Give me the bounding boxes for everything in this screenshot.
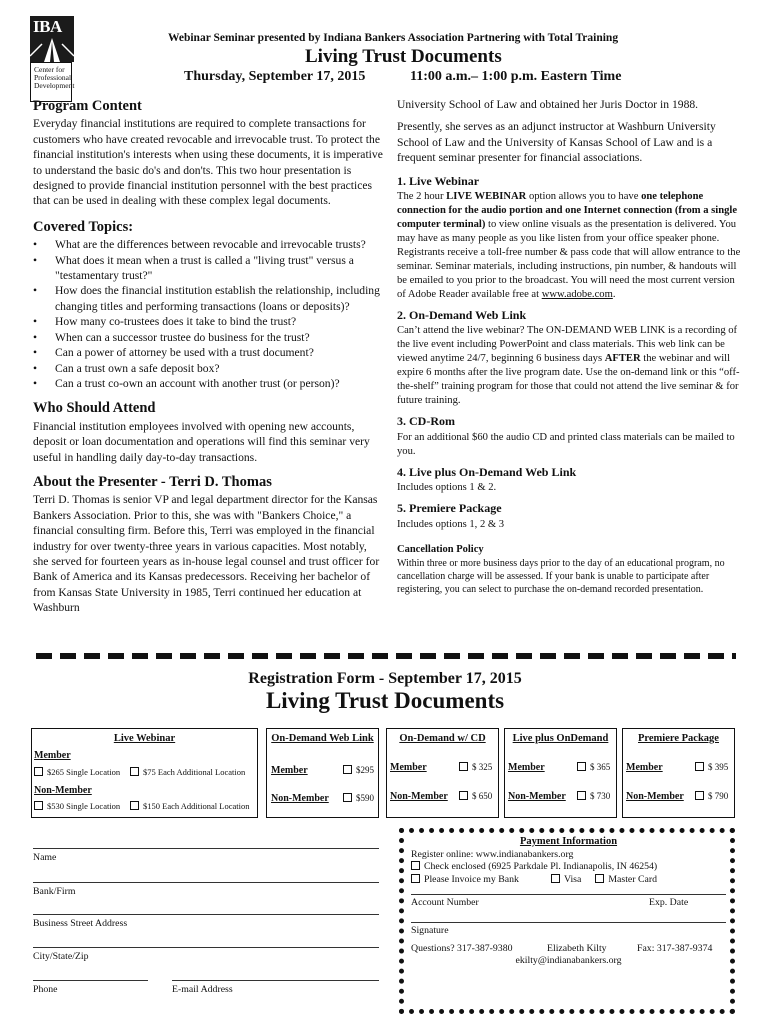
city-field[interactable]: City/State/Zip — [33, 947, 379, 962]
checkbox[interactable] — [411, 874, 420, 883]
register-online: Register online: www.indianabankers.org — [411, 848, 574, 860]
checkbox[interactable] — [577, 791, 586, 800]
option-2-body: Can’t attend the live webinar? The ON-DEMAND WEB LINK is a recording of the live event including PowerPoint and class materials. This web link can be viewed anytime 24/7, beginning 6 business days AFTER the webinar and will expire 6 months after the live program date. Use the on-demand link or this “off-the-shelf” training program for those that could not attend the live seminar & for future training. — [397, 325, 740, 407]
checkbox[interactable] — [695, 762, 704, 771]
checkbox[interactable] — [551, 874, 560, 883]
presenter-body: Terri D. Thomas is senior VP and legal department director for the Kansas Bankers Association. Prior to this, she was with "Bankers Choice," a financial consulting firm. Before this, Terri was employed in the financial industry for over twenty-three years in various capacities. Most notably, she served for fourteen years as in-house legal counsel and trust officer for Bank of America and its Kansas predecessors. Receiving her bachelor of from Kansas State University in 1985, Terri continued her education at Washburn — [33, 493, 380, 615]
checkbox[interactable] — [34, 801, 43, 810]
option-4-body: Includes options 1 & 2. — [397, 482, 497, 494]
registration-subtitle: Living Trust Documents — [265, 688, 505, 713]
nonmember-label: Non-Member — [271, 793, 329, 804]
list-item: • Can a trust own a safe deposit box? — [33, 361, 385, 376]
live-nonmember-single-option[interactable]: $530 Single Location — [34, 801, 120, 811]
event-date: Thursday, September 17, 2015 — [184, 69, 366, 84]
checkbox[interactable] — [343, 765, 352, 774]
logo-text: IBA — [33, 17, 62, 36]
member-label: Member — [626, 762, 663, 773]
price-option[interactable]: $ 790 — [695, 791, 728, 801]
phone-field[interactable]: Phone — [33, 980, 148, 995]
option-5-heading: 5. Premiere Package — [397, 501, 502, 516]
list-item: • How many co-trustees does it take to bind the trust? — [33, 314, 385, 329]
price-option[interactable]: $295 — [343, 765, 374, 775]
package-heading: On-Demand w/ CD — [399, 733, 486, 744]
list-item: • How does the financial institution establish the relationship, including changing titles and performing transactions (loans or deposits)? — [33, 283, 385, 314]
checkbox[interactable] — [34, 767, 43, 776]
list-item: • When can a successor trustee do business for the trust? — [33, 330, 385, 345]
option-4-heading: 4. Live plus On-Demand Web Link — [397, 464, 577, 479]
list-item: • Can a power of attorney be used with a trust document? — [33, 345, 385, 360]
nonmember-label: Non-Member — [508, 791, 566, 802]
questions-phone: Questions? 317-387-9380 — [411, 943, 513, 954]
cut-line-divider — [36, 653, 736, 659]
iba-logo — [30, 16, 74, 106]
adobe-link[interactable]: www.adobe.com — [541, 289, 613, 301]
price-option[interactable]: $ 325 — [459, 762, 492, 772]
checkbox[interactable] — [577, 762, 586, 771]
list-item: • What are the differences between revocable and irrevocable trusts? — [33, 237, 385, 252]
invoice-option[interactable]: Please Invoice my Bank Visa Master Card — [411, 874, 726, 887]
option-1-body: The 2 hour LIVE WEBINAR option allows you to have one telephone connection for the audio portion and one Internet connection (from a single computer terminal) to view online visuals as the presentation is delivered. You may have as many people as you like listen from your office speaker phone. Registrants receive a toll-free number & pass code that will allow entrance to the seminar. Seminar materials, including instructions, pin number, & handouts will be emailed to you prior to the broadcast. You will need the most current version of Adobe Reader available free at www.adobe.com. — [397, 191, 741, 301]
account-field[interactable]: Account Number Exp. Date — [411, 894, 726, 910]
checkbox[interactable] — [130, 767, 139, 776]
who-body: Financial institution employees involved with opening new accounts, deposit or loan documentation and operations will find this seminar very useful in handling daily day-to-day transactions. — [33, 419, 370, 464]
checkbox[interactable] — [695, 791, 704, 800]
who-heading: Who Should Attend — [33, 400, 156, 417]
option-3-heading: 3. CD-Rom — [397, 414, 455, 429]
name-field[interactable]: Name — [33, 848, 379, 863]
registration-title: Registration Form - September 17, 2015 — [248, 670, 522, 687]
package-heading: On-Demand Web Link — [271, 733, 374, 744]
payment-info — [411, 836, 726, 968]
member-label: Member — [390, 762, 427, 773]
checkbox[interactable] — [459, 762, 468, 771]
bank-field[interactable]: Bank/Firm — [33, 882, 379, 897]
option-1-heading: 1. Live Webinar — [397, 173, 480, 188]
price-option[interactable]: $ 365 — [577, 762, 610, 772]
member-label: Member — [34, 750, 71, 761]
signature-field[interactable]: Signature — [411, 922, 726, 938]
nonmember-label: Non-Member — [390, 791, 448, 802]
program-body: Everyday financial institutions are required to complete transactions for customers who have created revocable and irrevocable trust. To protect the financial institution's interests when using these documents, it is imperative to understand the basic do's and don'ts. This two hour presentation is designed to provide financial institution personnel with the best practices that can be used in dealing with these complex legal documents. — [33, 117, 383, 208]
logo-subtitle: Center for Professional Development — [30, 62, 72, 102]
price-option[interactable]: $ 730 — [577, 791, 610, 801]
checkbox[interactable] — [130, 801, 139, 810]
list-item: • Can a trust co-own an account with another trust (or person)? — [33, 376, 385, 391]
header-tagline: Webinar Seminar presented by Indiana Bankers Association Partnering with Total Training — [168, 32, 619, 44]
checkbox[interactable] — [595, 874, 604, 883]
checkbox[interactable] — [459, 791, 468, 800]
right-column — [397, 97, 742, 596]
live-member-single-option[interactable]: $265 Single Location — [34, 767, 120, 777]
exp-date-label: Exp. Date — [649, 897, 689, 908]
event-time: 11:00 a.m.– 1:00 p.m. Eastern Time — [410, 69, 622, 84]
price-option[interactable]: $ 395 — [695, 762, 728, 772]
covered-heading: Covered Topics: — [33, 218, 134, 235]
price-option[interactable]: $590 — [343, 793, 374, 803]
contact-line — [411, 943, 726, 955]
live-member-additional-option[interactable]: $75 Each Additional Location — [130, 767, 245, 777]
presenter-heading: About the Presenter - Terri D. Thomas — [33, 473, 272, 490]
check-option[interactable]: Check enclosed (6925 Parkdale Pl. Indianapolis, IN 46254) — [411, 861, 726, 874]
member-label: Member — [271, 765, 308, 776]
option-5-body: Includes options 1, 2 & 3 — [397, 518, 505, 530]
page-title: Living Trust Documents — [305, 46, 502, 67]
payment-title: Payment Information — [519, 836, 618, 847]
presenter-cont: University School of Law and obtained her Juris Doctor in 1988. — [397, 98, 699, 111]
address-field[interactable]: Business Street Address — [33, 914, 379, 929]
option-2-heading: 2. On-Demand Web Link — [397, 308, 527, 323]
member-label: Member — [508, 762, 545, 773]
package-heading: Live plus OnDemand — [512, 733, 609, 744]
checkbox[interactable] — [343, 793, 352, 802]
contact-name: Elizabeth Kilty — [547, 943, 607, 954]
road-icon — [30, 36, 74, 62]
live-nonmember-additional-option[interactable]: $150 Each Additional Location — [130, 801, 249, 811]
left-column — [33, 99, 385, 616]
nonmember-label: Non-Member — [626, 791, 684, 802]
nonmember-label: Non-Member — [34, 785, 92, 796]
option-3-body: For an additional $60 the audio CD and printed class materials can be mailed to you. — [397, 431, 735, 457]
list-item: • What does it mean when a trust is called a "living trust" versus a "testamentary trust?" — [33, 253, 385, 284]
price-option[interactable]: $ 650 — [459, 791, 492, 801]
cancellation-body: Within three or more business days prior to the day of an educational program, no cancellation charge will be assessed. If your bank is unable to participate after registering, you can select to purchase the on-demand recorded presentation. — [397, 558, 725, 595]
live-webinar-heading: Live Webinar — [113, 733, 176, 744]
contact-email[interactable]: ekilty@indianabankers.org — [515, 955, 622, 966]
package-heading: Premiere Package — [638, 733, 719, 744]
fax-number: Fax: 317-387-9374 — [637, 943, 713, 954]
cancellation-heading: Cancellation Policy — [397, 543, 484, 555]
email-field[interactable]: E-mail Address — [172, 980, 379, 995]
presenter-cont-2: Presently, she serves as an adjunct instructor at Washburn University School of Law and the University of Kansas School of Law and is a frequent seminar presenter for financial associations. — [397, 120, 716, 165]
covered-list — [33, 237, 385, 391]
checkbox[interactable] — [411, 861, 420, 870]
program-heading: Program Content — [33, 98, 142, 114]
